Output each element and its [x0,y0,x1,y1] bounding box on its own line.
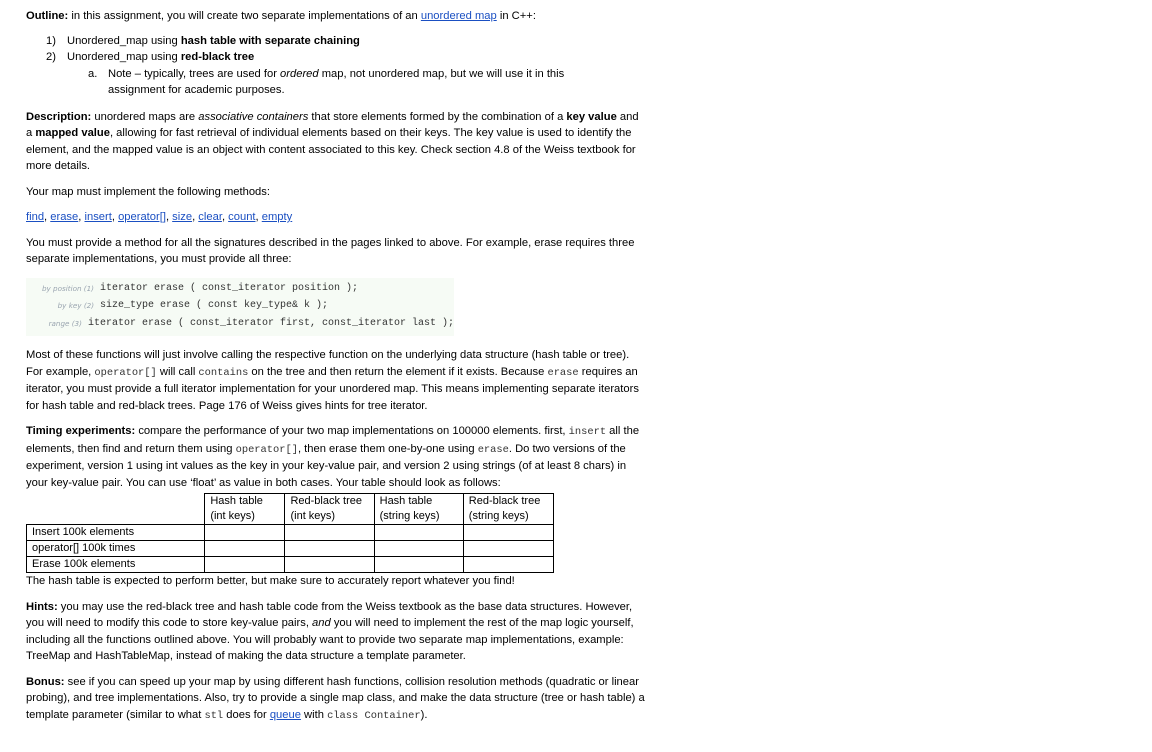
description-label: Description: [26,110,92,123]
code-row: by position (1) iterator erase ( const_iterator position ); [41,282,359,294]
method-link-size[interactable]: size [172,211,193,223]
description-paragraph: Description: unordered maps are associative containers that store elements formed by the combination of a key value and a mapped value, allowing for fast retrieval of individual elements based on their keys. The key value is used to identify the element, and the mapped value is an object with content associated to this key. Check section 4.8 of the Weiss textbook for more details. [26,110,639,172]
table-header-row [27,494,554,525]
table-row: Insert 100k elements [27,525,554,541]
implementation-list [26,33,646,66]
functions-paragraph: Most of these functions will just involve calling the respective function on the underlying data structure (hash table or tree). For example, operator[] will call contains on the tree and then return the element if it exists. Because erase requires an iterator, you must provide a full iterator implementation for your unordered map. This means implementing separate iterators for hash table and red-black trees. Page 176 of Weiss gives hints for tree iterator. [26,349,639,412]
erase-signatures-code [26,278,454,337]
method-link-empty[interactable]: empty [261,211,293,223]
method-link-find[interactable]: find [26,211,45,223]
method-link-operator[interactable]: operator[] [118,211,166,223]
unordered-map-link[interactable]: unordered map [420,10,497,22]
method-link-erase[interactable]: erase [50,211,79,223]
methods-links: find, erase, insert, operator[], size, clear, count, empty [26,211,293,223]
outline-label: Outline: [26,10,69,22]
list-item-hash-table: 1) Unordered_map using hash table with separate chaining [46,34,360,47]
table-row: operator[] 100k times [27,541,554,557]
bonus-label: Bonus: [26,675,65,688]
code-row: range (3) iterator erase ( const_iterator first, const_iterator last ); [48,317,454,329]
signatures-intro: You must provide a method for all the signatures described in the pages linked to above. For example, erase requires three separate implementations, you must provide all three: [26,236,635,265]
expected-result: The hash table is expected to perform better, but make sure to accurately report whatever you find! [26,575,515,587]
outline-paragraph: Outline: in this assignment, you will create two separate implementations of an unordered map in C++: [26,10,536,22]
header-hash-string: Hash table (string keys) [374,494,463,525]
code-row: by key (2) size_type erase ( const key_type& k ); [57,300,329,312]
note-item: a. Note – typically, trees are used for ordered map, not unordered map, but we will use it in this assignment for academic purposes. [88,67,565,96]
header-hash-int: Hash table (int keys) [205,494,285,525]
header-rbt-int: Red-black tree (int keys) [285,494,374,525]
method-link-insert[interactable]: insert [84,211,112,223]
assignment-document [26,8,646,724]
bonus-paragraph: Bonus: see if you can speed up your map by using different hash functions, collision resolution methods (quadratic or linear probing), and tree implementations. Also, try to provide a single map class, and make the data structure (tree or hash table) a template parameter (similar to what stl does for queue with class Container). [26,675,645,722]
hints-paragraph: Hints: you may use the red-black tree and hash table code from the Weiss textbook as the base data structures. However, you will need to modify this code to store key-value pairs, and you will need to implement the rest of the map logic yourself, including all the functions outlined above. You will probably want to provide two separate map implementations, example: TreeMap and HashTableMap, instead of making the data structure a template parameter. [26,600,634,662]
method-link-clear[interactable]: clear [198,211,222,223]
timing-paragraph: Timing experiments: compare the performance of your two map implementations on 100000 elements. first, insert all the elements, then find and return them using operator[], then erase them one-by-one using erase. Do two versions of the experiment, version 1 using int values as the key in your key-value pair, and version 2 using strings (of at least 8 chars) in your key-value pair. You can use ‘float’ as value in both cases. Your table should look as follows: [26,425,640,489]
timing-label: Timing experiments: [26,425,136,437]
methods-intro: Your map must implement the following methods: [26,185,270,198]
method-link-count[interactable]: count [228,211,256,223]
table-row: Erase 100k elements [27,557,554,573]
hints-label: Hints: [26,600,58,613]
list-item-red-black-tree: 2) Unordered_map using red-black tree [46,51,255,63]
queue-link[interactable]: queue [269,708,301,721]
header-rbt-string: Red-black tree (string keys) [463,494,553,525]
timing-table [26,493,554,573]
